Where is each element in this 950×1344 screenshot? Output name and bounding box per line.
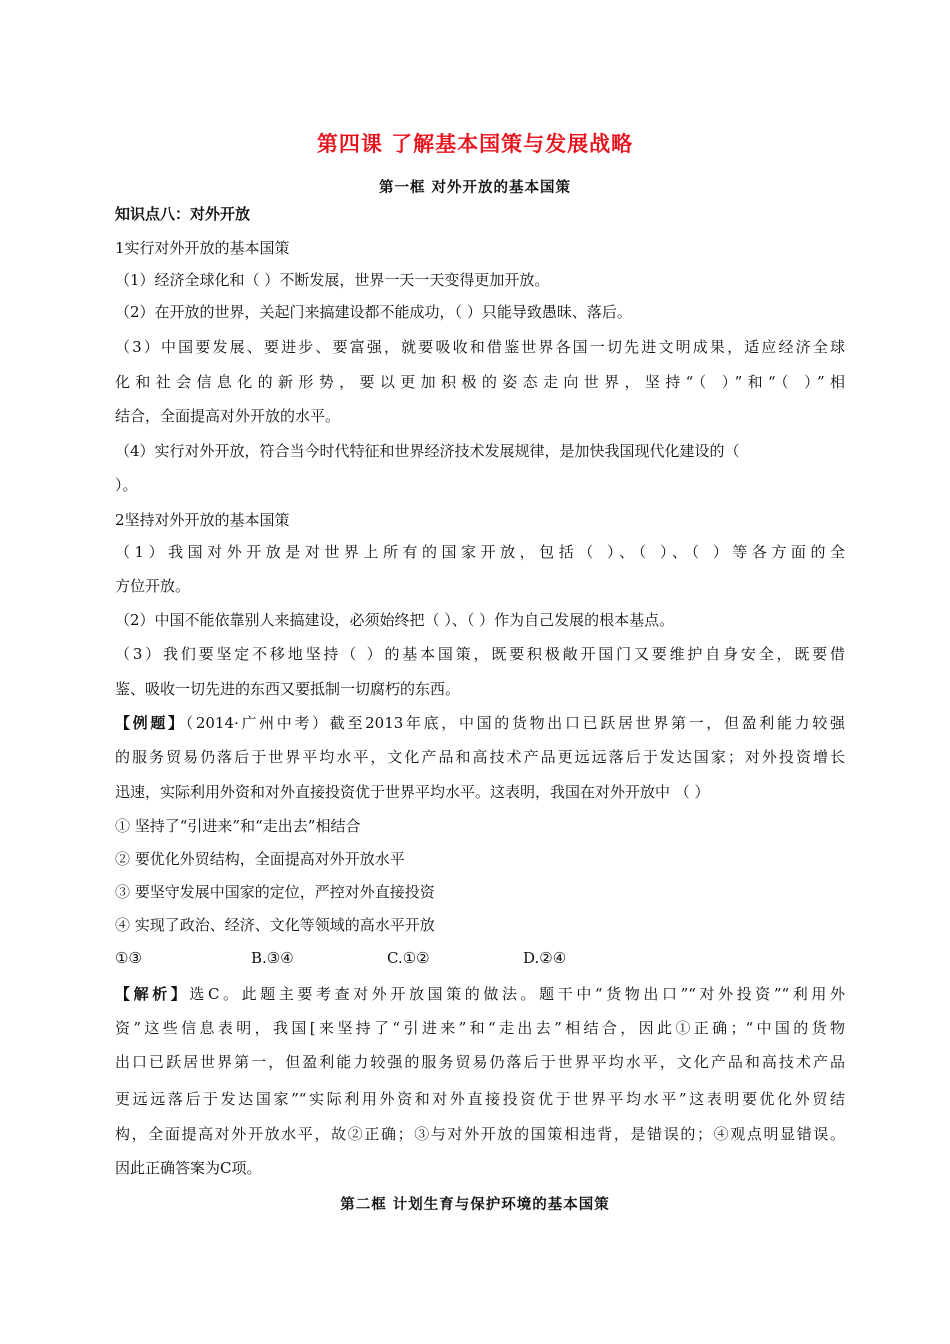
example-line-3: 迅速，实际利用外资和对外直接投资优于世界平均水平。这表明，我国在对外开放中 （ ） <box>115 783 710 801</box>
section-1-item-4-line-2: ）。 <box>115 476 138 494</box>
option-c: C.①② <box>387 949 430 967</box>
statement-4: ④ 实现了政治、经济、文化等领域的高水平开放 <box>115 916 435 934</box>
section-2-item-3-line-1: （3）我们要坚定不移地坚持（ ）的基本国策，既要积极敞开国门又要维护自身安全，既要借 <box>115 645 845 663</box>
example-text-1: （2014·广州中考）截至2013年底，中国的货物出口已跃居世界第一，但盈利能力较强 <box>185 714 845 732</box>
option-a: ①③ <box>115 949 142 967</box>
section-1-item-3-line-3: 结合，全面提高对外开放的水平。 <box>115 407 341 425</box>
section-2-heading: 2坚持对外开放的基本国策 <box>115 511 290 529</box>
analysis-line-2: 资”这些信息表明，我国[来坚持了“引进来”和“走出去”相结合，因此①正确；“中国的货物 <box>115 1019 845 1037</box>
analysis-line-6: 因此正确答案为C项。 <box>115 1159 262 1177</box>
section-2-item-2: （2）中国不能依靠别人来搞建设，必须始终把（ ）、（ ）作为自己发展的根本基点。 <box>115 611 675 629</box>
analysis-line-5: 构，全面提高对外开放水平，故②正确；③与对外开放的国策相违背，是错误的；④观点明显错误。 <box>115 1125 845 1143</box>
option-d: D.②④ <box>523 949 567 967</box>
section-1-item-1: （1）经济全球化和（ ）不断发展，世界一天一天变得更加开放。 <box>115 271 550 289</box>
section-1-item-4-line-1: （4）实行对外开放，符合当今时代特征和世界经济技术发展规律，是加快我国现代化建设的（ <box>115 442 740 460</box>
example-line-1 <box>115 713 845 733</box>
section-2-item-1-line-1: （1）我国对外开放是对世界上所有的国家开放，包括（ ）、（ ）、（ ）等各方面的全 <box>115 543 845 561</box>
lesson-title: 第四课 了解基本国策与发展战略 <box>316 132 634 156</box>
answer-options <box>115 948 845 968</box>
section-1-item-3-line-2: 化和社会信息化的新形势，要以更加积极的姿态走向世界，坚持“（ ）”和“（ ）”相 <box>115 373 845 391</box>
section-1-heading: 1实行对外开放的基本国策 <box>115 239 290 257</box>
frame-2-title: 第二框 计划生育与保护环境的基本国策 <box>340 1197 610 1213</box>
frame-1-title: 第一框 对外开放的基本国策 <box>378 180 572 196</box>
section-2-item-3-line-2: 鉴、吸收一切先进的东西又要抵制一切腐朽的东西。 <box>115 680 461 698</box>
example-label: 【例题】 <box>115 714 186 732</box>
statement-1: ① 坚持了“引进来”和“走出去”相结合 <box>115 817 361 835</box>
analysis-line-1 <box>115 984 845 1004</box>
section-1-item-3-line-1: （3）中国要发展、要进步、要富强，就要吸收和借鉴世界各国一切先进文明成果，适应经济全球 <box>115 338 845 356</box>
statement-2: ② 要优化外贸结构，全面提高对外开放水平 <box>115 850 405 868</box>
knowledge-point-heading: 知识点八：对外开放 <box>115 205 251 223</box>
analysis-label: 【解析】 <box>115 985 190 1003</box>
section-2-item-1-line-2: 方位开放。 <box>115 577 191 595</box>
section-1-item-2: （2）在开放的世界，关起门来搞建设都不能成功，（ ）只能导致愚昧、落后。 <box>115 303 632 321</box>
analysis-text-1: 选C。此题主要考查对外开放国策的做法。题干中“货物出口”“对外投资”“利用外 <box>189 985 845 1003</box>
option-b: B.③④ <box>251 949 294 967</box>
analysis-line-4: 更远远落后于发达国家”“实际利用外资和对外直接投资优于世界平均水平”这表明要优化外贸结 <box>115 1090 845 1108</box>
example-line-2: 的服务贸易仍落后于世界平均水平，文化产品和高技术产品更远远落后于发达国家；对外投资增长 <box>115 748 845 766</box>
analysis-line-3: 出口已跃居世界第一，但盈利能力较强的服务贸易仍落后于世界平均水平，文化产品和高技术产品 <box>115 1053 845 1071</box>
statement-3: ③ 要坚守发展中国家的定位，严控对外直接投资 <box>115 883 435 901</box>
